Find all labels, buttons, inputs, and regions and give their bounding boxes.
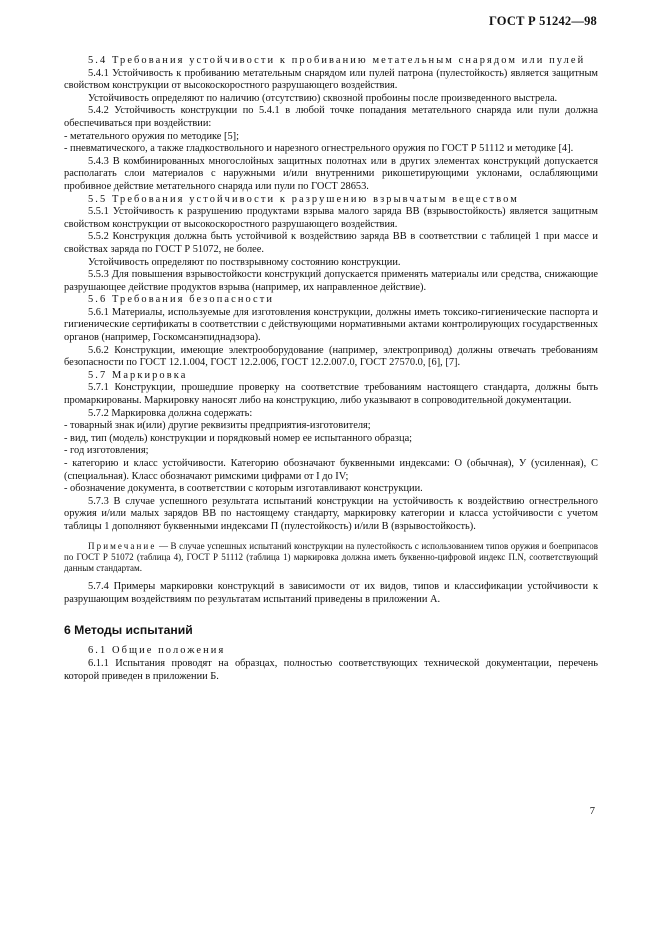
- list-item: - товарный знак и(или) другие реквизиты предприятия-изготовителя;: [64, 420, 371, 432]
- paragraph: Устойчивость определяют по наличию (отсутствию) сквозной пробоины после произведенного выстрела.: [88, 92, 558, 104]
- paragraph: 5.7.1 Конструкции, прошедшие проверку на соответствие требованиям настоящего стандарта, должны быть промаркированы. Маркировку наносят либо на конструкцию, либо указывают в сопроводительной документации.: [64, 382, 598, 407]
- paragraph: 6.1.1 Испытания проводят на образцах, полностью соответствующих технической документации, перечень которой приведен в приложении Б.: [64, 657, 598, 682]
- paragraph: 5.6.2 Конструкции, имеющие электрооборудование (например, электропривод) должны отвечать требованиям безопасности по ГОСТ 12.1.004, ГОСТ 12.2.006, ГОСТ 12.2.007.0, ГОСТ 27570.0, [6], [7].: [64, 344, 598, 369]
- list-item: - вид, тип (модель) конструкции и порядковый номер ее испытанного образца;: [64, 432, 413, 444]
- paragraph: 5.4.1 Устойчивость к пробиванию метательным снарядом или пулей патрона (пулестойкость) является защитным свойством конструкции от высокоскоростного разрушающего воздействия.: [64, 67, 598, 92]
- list-item: - метательного оружия по методике [5];: [64, 130, 240, 142]
- paragraph: 5.7.2 Маркировка должна содержать:: [88, 407, 253, 419]
- paragraph: 5.4.3 В комбинированных многослойных защитных полотнах или в других элементах конструкций допускается располагать слои материалов с наружными и/или внутренними рикошетирующими уклонами, ослабляющими пробивное действие метательного снаряда или пули по ГОСТ 28653.: [64, 155, 598, 192]
- subsection-heading: 5.6 Требования безопасности: [88, 294, 275, 306]
- list-item: - обозначение документа, в соответствии с которым изготавливают конструкции.: [64, 483, 423, 495]
- paragraph: 5.5.1 Устойчивость к разрушению продуктами взрыва малого заряда ВВ (взрывостойкость) является защитным свойством конструкции от высокоскоростного разрушающего воздействия.: [64, 206, 598, 230]
- list-item: - год изготовления;: [64, 445, 149, 457]
- subsection-heading: 5.4 Требования устойчивости к пробиванию метательным снарядом или пулей: [88, 55, 586, 66]
- note-text: — В случае успешных испытаний конструкции на пулестойкость с использованием типов оружия и боеприпасов по ГОСТ Р 51072 (таблица 4), ГОСТ Р 51112 (таблица 1) маркировка должна иметь буквенно-цифровой индекс П.N, соответствующий данным стандартам.: [64, 540, 599, 573]
- page-number: 7: [589, 806, 595, 817]
- document-header: ГОСТ Р 51242—98: [488, 14, 597, 28]
- paragraph: 5.7.3 В случае успешного результата испытаний конструкции на устойчивость к воздействию огнестрельного оружия и/или малых зарядов ВВ по настоящему стандарту, маркировку категории и класса устойчивости с учетом таблицы 1 дополняют буквенными индексами П (пулестойкость) и/или В (взрывостойкость).: [64, 495, 598, 532]
- page-body: [64, 55, 598, 683]
- list-item: - пневматического, а также гладкоствольного и нарезного огнестрельного оружия по ГОСТ Р 51112 и методике [4].: [64, 143, 574, 155]
- paragraph: 5.7.4 Примеры маркировки конструкций в зависимости от их видов, типов и классификации устойчивости к разрушающим воздействиям по результатам испытаний приведены в приложении А.: [64, 581, 598, 605]
- section-title: 6 Методы испытаний: [64, 623, 193, 638]
- paragraph: 5.5.3 Для повышения взрывостойкости конструкций допускается применять материалы или средства, снижающие разрушающее действие продуктов взрыва (например, их направленное действие).: [64, 269, 598, 293]
- paragraph: 5.6.1 Материалы, используемые для изготовления конструкции, должны иметь токсико-гигиенические паспорта и гигиенические сертификаты в соответствии с действующими нормативными актами контролирующих государственных органов (например, Госкомсанэпиднадзора).: [64, 306, 598, 344]
- paragraph: 5.4.2 Устойчивость конструкции по 5.4.1 в любой точке попадания метательного снаряда или пули должна обеспечиваться при воздействии:: [64, 105, 598, 129]
- note-label: Примечание: [88, 540, 157, 551]
- list-item: - категорию и класс устойчивости. Категорию обозначают буквенными индексами: О (обычная), У (усиленная), С (специальная). Класс обозначают римскими цифрами от I до IV;: [64, 458, 598, 482]
- paragraph: 5.5.2 Конструкция должна быть устойчивой к воздействию заряда ВВ в соответствии с таблицей 1 при массе и свойствах заряда по ГОСТ Р 51072, не более.: [64, 231, 598, 255]
- subsection-heading: 5.5 Требования устойчивости к разрушению взрывчатым веществом: [88, 193, 519, 205]
- subsection-heading: 6.1 Общие положения: [88, 645, 226, 657]
- paragraph: Устойчивость определяют по поствзрывному состоянию конструкции.: [88, 256, 401, 268]
- note: [64, 541, 598, 575]
- subsection-heading: 5.7 Маркировка: [88, 369, 188, 381]
